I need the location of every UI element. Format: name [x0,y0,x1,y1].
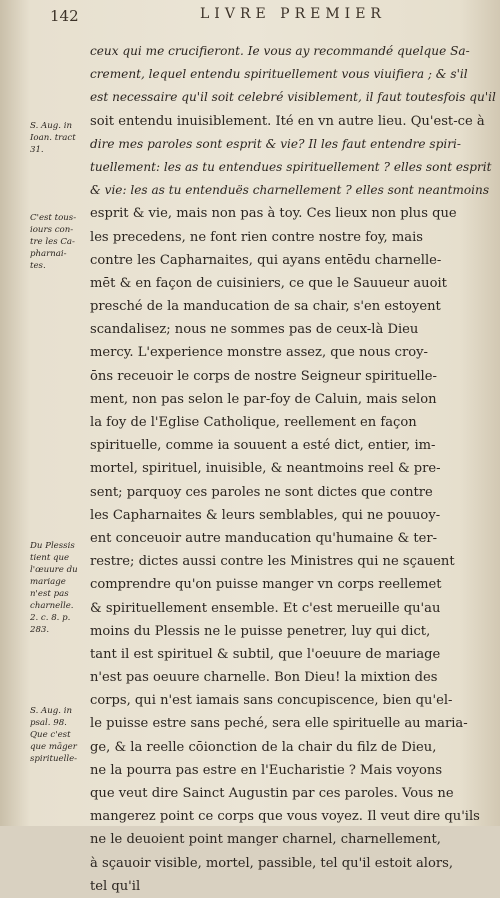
margin-note-line: pharnai- [30,249,67,259]
text-line: corps, qui n'est iamais sans concupiscence, bien qu'el- [90,693,453,709]
text-line: le puisse estre sans peché, sera elle spirituelle au maria- [90,716,468,732]
text-line: tant il est spirituel & subtil, que l'oeuure de mariage [90,646,441,662]
text-line: à sçauoir visible, mortel, passible, tel qu'il estoit alors, [90,855,453,871]
text-line: mangerez point ce corps que vous voyez. Il veut dire qu'ils [90,809,480,825]
text-line: & spirituellement ensemble. Et c'est merueille qu'au [90,600,441,616]
text-line: contre les Capharnaites, qui ayans entēdu charnelle- [90,252,442,268]
text-line: est necessaire qu'il soit celebré visiblement, il faut toutesfois qu'il [90,90,496,105]
text-line: ōns receuoir le corps de nostre Seigneur spirituelle- [90,368,437,384]
text-line: sent; parquoy ces paroles ne sont dictes que contre [90,484,433,500]
margin-note-line: S. Aug. in [30,706,73,716]
margin-note-line: que māger [30,742,77,752]
text-line: tel qu'il [90,878,141,894]
running-title: LIVRE PREMIER [200,6,386,22]
text-line: mercy. L'experience monstre assez, que nous croy- [90,345,428,361]
margin-note-line: n'est pas [30,589,69,599]
text-line: soit entendu inuisiblement. Ité en vn autre lieu. Qu'est-ce à [90,113,485,129]
margin-note-line: spirituelle- [30,754,78,764]
margin-note-line: tient que [30,553,70,563]
text-line: ceux qui me crucifieront. Ie vous ay recommandé quelque Sa- [90,44,470,58]
text-line: presché de la manducation de sa chair, s'en estoyent [90,299,441,315]
margin-note-du-plessis [30,540,92,636]
margin-note-line: C'est tous- [30,213,77,223]
text-line: scandalisez; nous ne sommes pas de ceux-là Dieu [90,322,419,338]
text-line: tuellement: les as tu entendues spirituellement ? elles sont esprit [90,159,492,174]
margin-note-line: psal. 98. [30,718,67,728]
text-line: dire mes paroles sont esprit & vie? Il les faut entendre spiri- [90,136,461,151]
text-line: ent conceuoir autre manducation qu'humaine & ter- [90,530,438,546]
text-line: ment, non pas selon le par-foy de Caluin, mais selon [90,391,437,407]
margin-note-line: iours con- [30,225,74,235]
margin-note-line: Du Plessis [30,541,75,551]
margin-note-line: Ioan. tract [30,133,76,143]
text-line: moins du Plessis ne le puisse penetrer, luy qui dict, [90,623,431,639]
text-line: ge, & la reelle cōionction de la chair du filz de Dieu, [90,739,437,755]
margin-note-saint-augustin-psal [30,705,92,765]
margin-note-capharnaites [30,212,92,272]
margin-note-line: 31. [30,145,44,155]
margin-note-line: Que c'est [30,730,71,740]
margin-note-line: 2. c. 8. p. [30,613,71,623]
margin-note-line: tes. [30,261,46,271]
text-line: restre; dictes aussi contre les Ministres qui ne sçauent [90,554,455,570]
text-line: ne le deuoient point manger charnel, charnellement, [90,832,441,848]
page-number: 142 [50,7,79,25]
page-header [0,0,500,30]
margin-note-line: tre les Ca- [30,237,75,247]
text-line: n'est pas oeuure charnelle. Bon Dieu! la mixtion des [90,670,438,686]
text-line: les Capharnaites & leurs semblables, qui ne pouuoy- [90,507,441,523]
text-line: & vie: les as tu entenduës charnellement ? elles sont neantmoins [90,183,490,198]
text-line: mēt & en façon de cuisiniers, ce que le Sauueur auoit [90,275,447,291]
text-line: la foy de l'Eglise Catholique, reellement en façon [90,415,417,430]
text-line: esprit & vie, mais non pas à toy. Ces lieux non plus que [90,206,457,222]
text-line: crement, lequel entendu spirituellement vous viuifiera ; & s'il [90,67,468,82]
body-text [90,40,496,898]
margin-note-line: mariage [30,577,66,587]
margin-note-line: charnelle. [30,601,74,611]
text-line: mortel, spirituel, inuisible, & neantmoins reel & pre- [90,461,441,477]
margin-note-line: S. Aug. in [30,121,73,131]
margin-note-line: 283. [30,625,50,635]
text-line: spirituelle, comme ia souuent a esté dict, entier, im- [90,438,436,454]
text-line: les precedens, ne font rien contre nostre foy, mais [90,229,424,245]
margin-note-saint-augustin-ioan [30,120,92,156]
margin-note-line: l'œuure du [30,565,78,575]
text-line: comprendre qu'on puisse manger vn corps reellemet [90,577,442,593]
text-line: que veut dire Sainct Augustin par ces paroles. Vous ne [90,786,454,801]
text-line: ne la pourra pas estre en l'Eucharistie ? Mais voyons [90,762,443,778]
